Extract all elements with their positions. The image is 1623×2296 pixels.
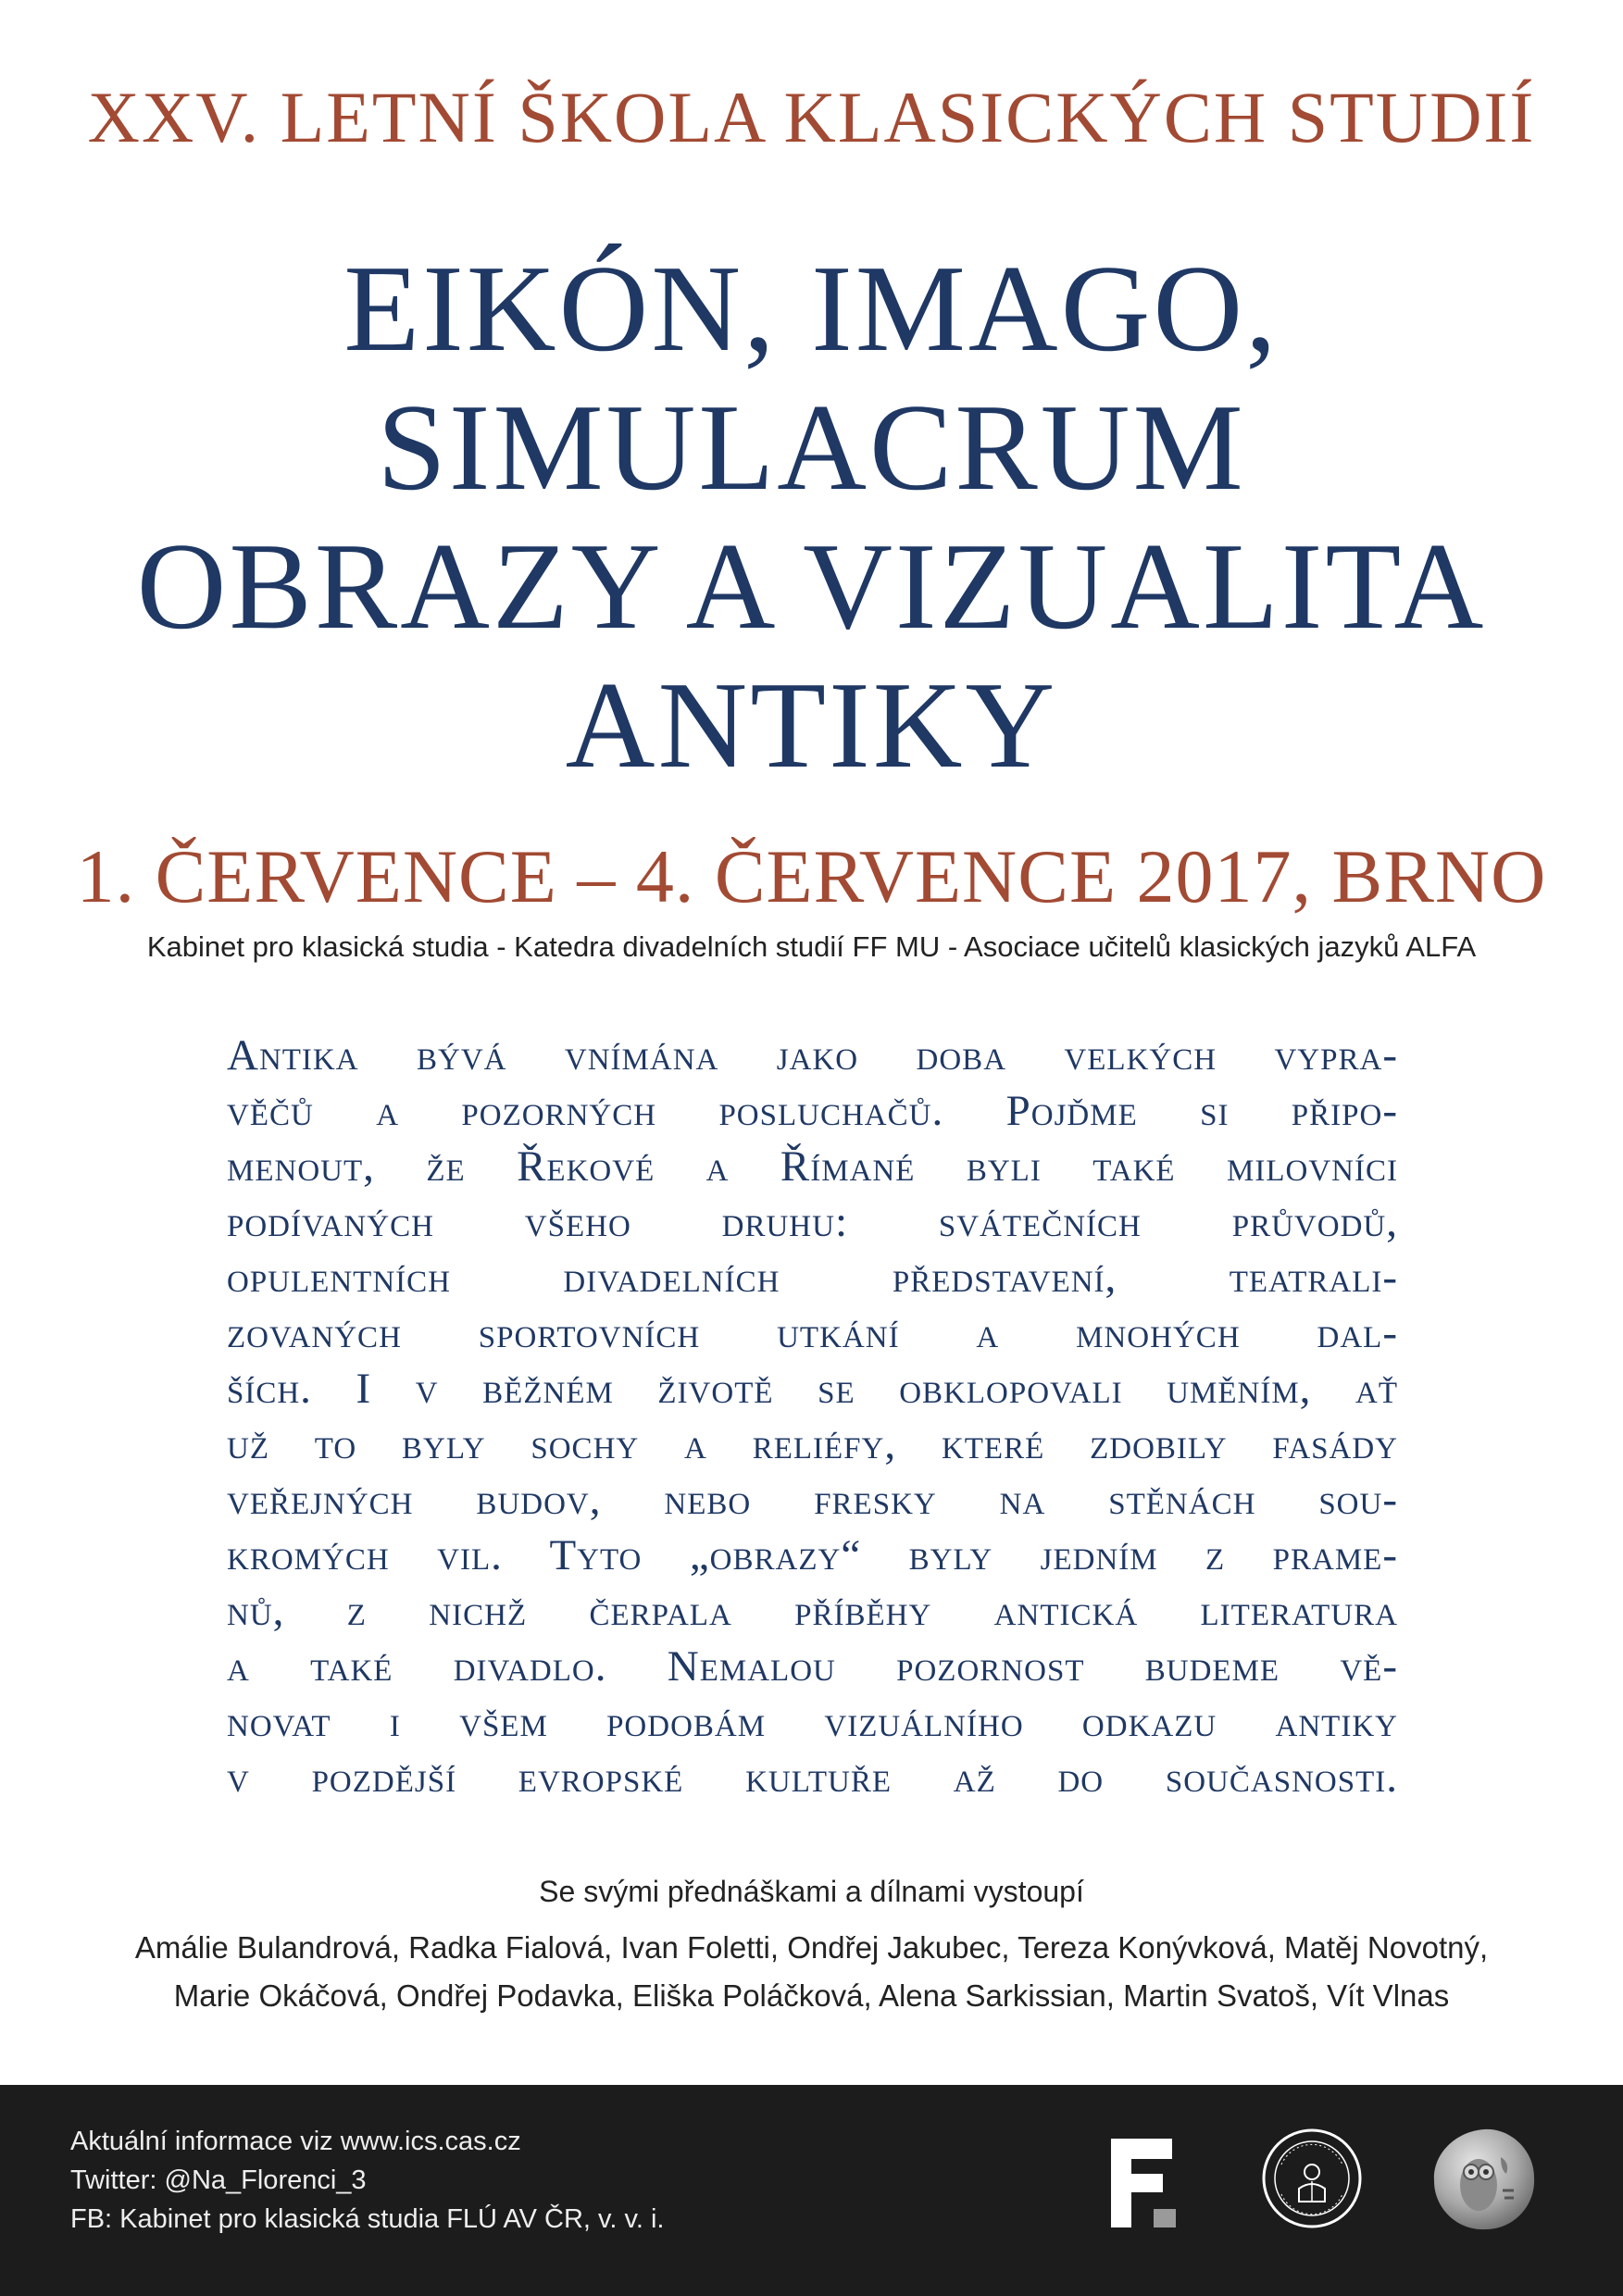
description-line: podívaných všeho druhu: svátečních průvodů, [227, 1198, 1398, 1246]
info-website-line: Aktuální informace viz www.ics.cas.cz [70, 2127, 521, 2156]
description-line: v pozdější evropské kultuře až do současnosti. [227, 1753, 1398, 1802]
description-line: nů, z nichž čerpala příběhy antická literatura [227, 1587, 1398, 1635]
description-line: zovaných sportovních utkání a mnohých dal- [227, 1309, 1398, 1357]
description-line: už to byly sochy a reliéfy, které zdobily fasády [227, 1420, 1398, 1468]
faculty-f-logo-icon [1111, 2139, 1176, 2227]
description-line: kromých vil. Tyto „obrazy“ byly jedním z prame- [227, 1531, 1398, 1579]
speakers-line: Marie Okáčová, Ondřej Podavka, Eliška Poláčková, Alena Sarkissian, Martin Svatoš, Vít Vlnas [173, 1978, 1450, 2013]
date-location: 1. ČERVENCE – 4. ČERVENCE 2017, BRNO [76, 834, 1547, 918]
description-line: veřejných budov, nebo fresky na stěnách sou- [227, 1476, 1398, 1524]
title-line: SIMULACRUM [377, 379, 1246, 516]
organizers-line: Kabinet pro klasická studia - Katedra divadelních studií FF MU - Asociace učitelů klasických jazyků ALFA [146, 930, 1477, 963]
footer-bar [0, 2085, 1623, 2296]
description-paragraph [227, 1028, 1398, 1805]
main-title [0, 239, 1623, 794]
description-line: Antika bývá vnímána jako doba velkých vypra- [227, 1031, 1398, 1079]
event-series-heading: XXV. LETNÍ ŠKOLA KLASICKÝCH STUDIÍ [87, 77, 1536, 157]
description-line: menout, že Řekové a Římané byli také milovníci [227, 1142, 1398, 1191]
speakers-list [0, 1924, 1623, 2020]
university-seal-icon [1261, 2128, 1363, 2229]
title-line: EIKÓN, IMAGO, [343, 240, 1280, 377]
title-line: ANTIKY [565, 656, 1058, 793]
twitter-line: Twitter: @Na_Florenci_3 [70, 2165, 367, 2195]
owl-coin-icon [1430, 2126, 1538, 2233]
footer-contact-info [70, 2122, 664, 2239]
description-line: opulentních divadelních představení, teatrali- [227, 1254, 1398, 1302]
title-line: OBRAZY A VIZUALITA [136, 518, 1487, 655]
description-line: věčů a pozorných posluchačů. Pojďme si připo- [227, 1087, 1398, 1135]
description-line: novat i všem podobám vizuálního odkazu antiky [227, 1698, 1398, 1746]
speakers-intro: Se svými přednáškami a dílnami vystoupí [539, 1875, 1084, 1908]
description-line: a také divadlo. Nemalou pozornost budeme vě- [227, 1642, 1398, 1691]
speakers-line: Amálie Bulandrová, Radka Fialová, Ivan Foletti, Ondřej Jakubec, Tereza Konývková, Matěj Novotný, [134, 1930, 1489, 1965]
description-line: ších. I v běžném životě se obklopovali uměním, ať [227, 1365, 1398, 1413]
facebook-line: FB: Kabinet pro klasická studia FLÚ AV ČR, v. v. i. [70, 2204, 665, 2234]
